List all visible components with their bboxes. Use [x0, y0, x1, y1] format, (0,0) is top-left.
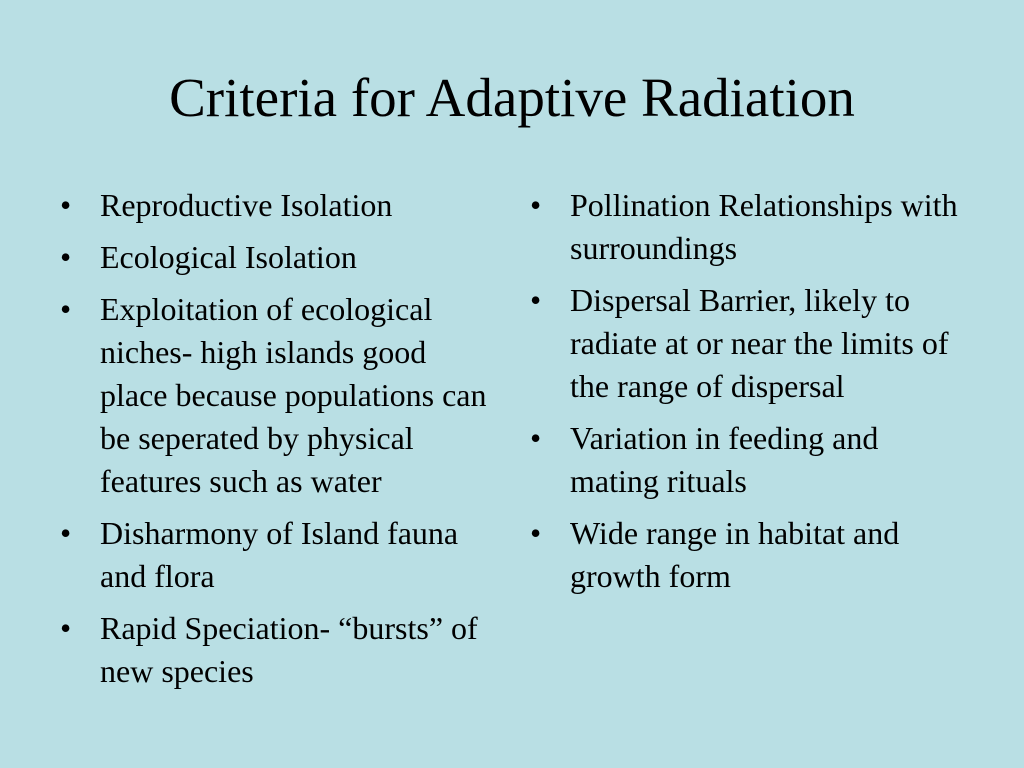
left-bullet-list	[60, 184, 500, 702]
bullet-item	[530, 184, 970, 270]
bullet-text: Rapid Speciation- “bursts” of new species	[100, 610, 478, 689]
right-bullet-list	[530, 184, 970, 607]
bullet-icon: •	[530, 187, 542, 223]
bullet-text: Reproductive Isolation	[100, 187, 393, 223]
bullet-icon: •	[60, 239, 72, 275]
bullet-item	[530, 417, 970, 503]
slide-title: Criteria for Adaptive Radiation	[169, 67, 855, 128]
bullet-text: Dispersal Barrier, likely to radiate at or near the limits of the range of dispersal	[570, 282, 949, 404]
bullet-item	[60, 607, 500, 693]
bullet-text: Wide range in habitat and growth form	[570, 515, 900, 594]
bullet-item	[60, 512, 500, 598]
bullet-icon: •	[60, 610, 72, 646]
bullet-icon: •	[530, 420, 542, 456]
bullet-text: Ecological Isolation	[100, 239, 357, 275]
bullet-item	[60, 288, 500, 503]
bullet-icon: •	[530, 515, 542, 551]
bullet-item	[530, 279, 970, 408]
bullet-text: Disharmony of Island fauna and flora	[100, 515, 459, 594]
bullet-text: Pollination Relationships with surroundings	[570, 187, 958, 266]
bullet-text: Exploitation of ecological niches- high islands good place because populations can be seperated by physical features such as water	[100, 291, 487, 499]
bullet-icon: •	[60, 515, 72, 551]
bullet-icon: •	[60, 187, 72, 223]
bullet-item	[60, 184, 500, 227]
bullet-item	[530, 512, 970, 598]
bullet-icon: •	[530, 282, 542, 318]
bullet-text: Variation in feeding and mating rituals	[570, 420, 879, 499]
bullet-item	[60, 236, 500, 279]
bullet-icon: •	[60, 291, 72, 327]
